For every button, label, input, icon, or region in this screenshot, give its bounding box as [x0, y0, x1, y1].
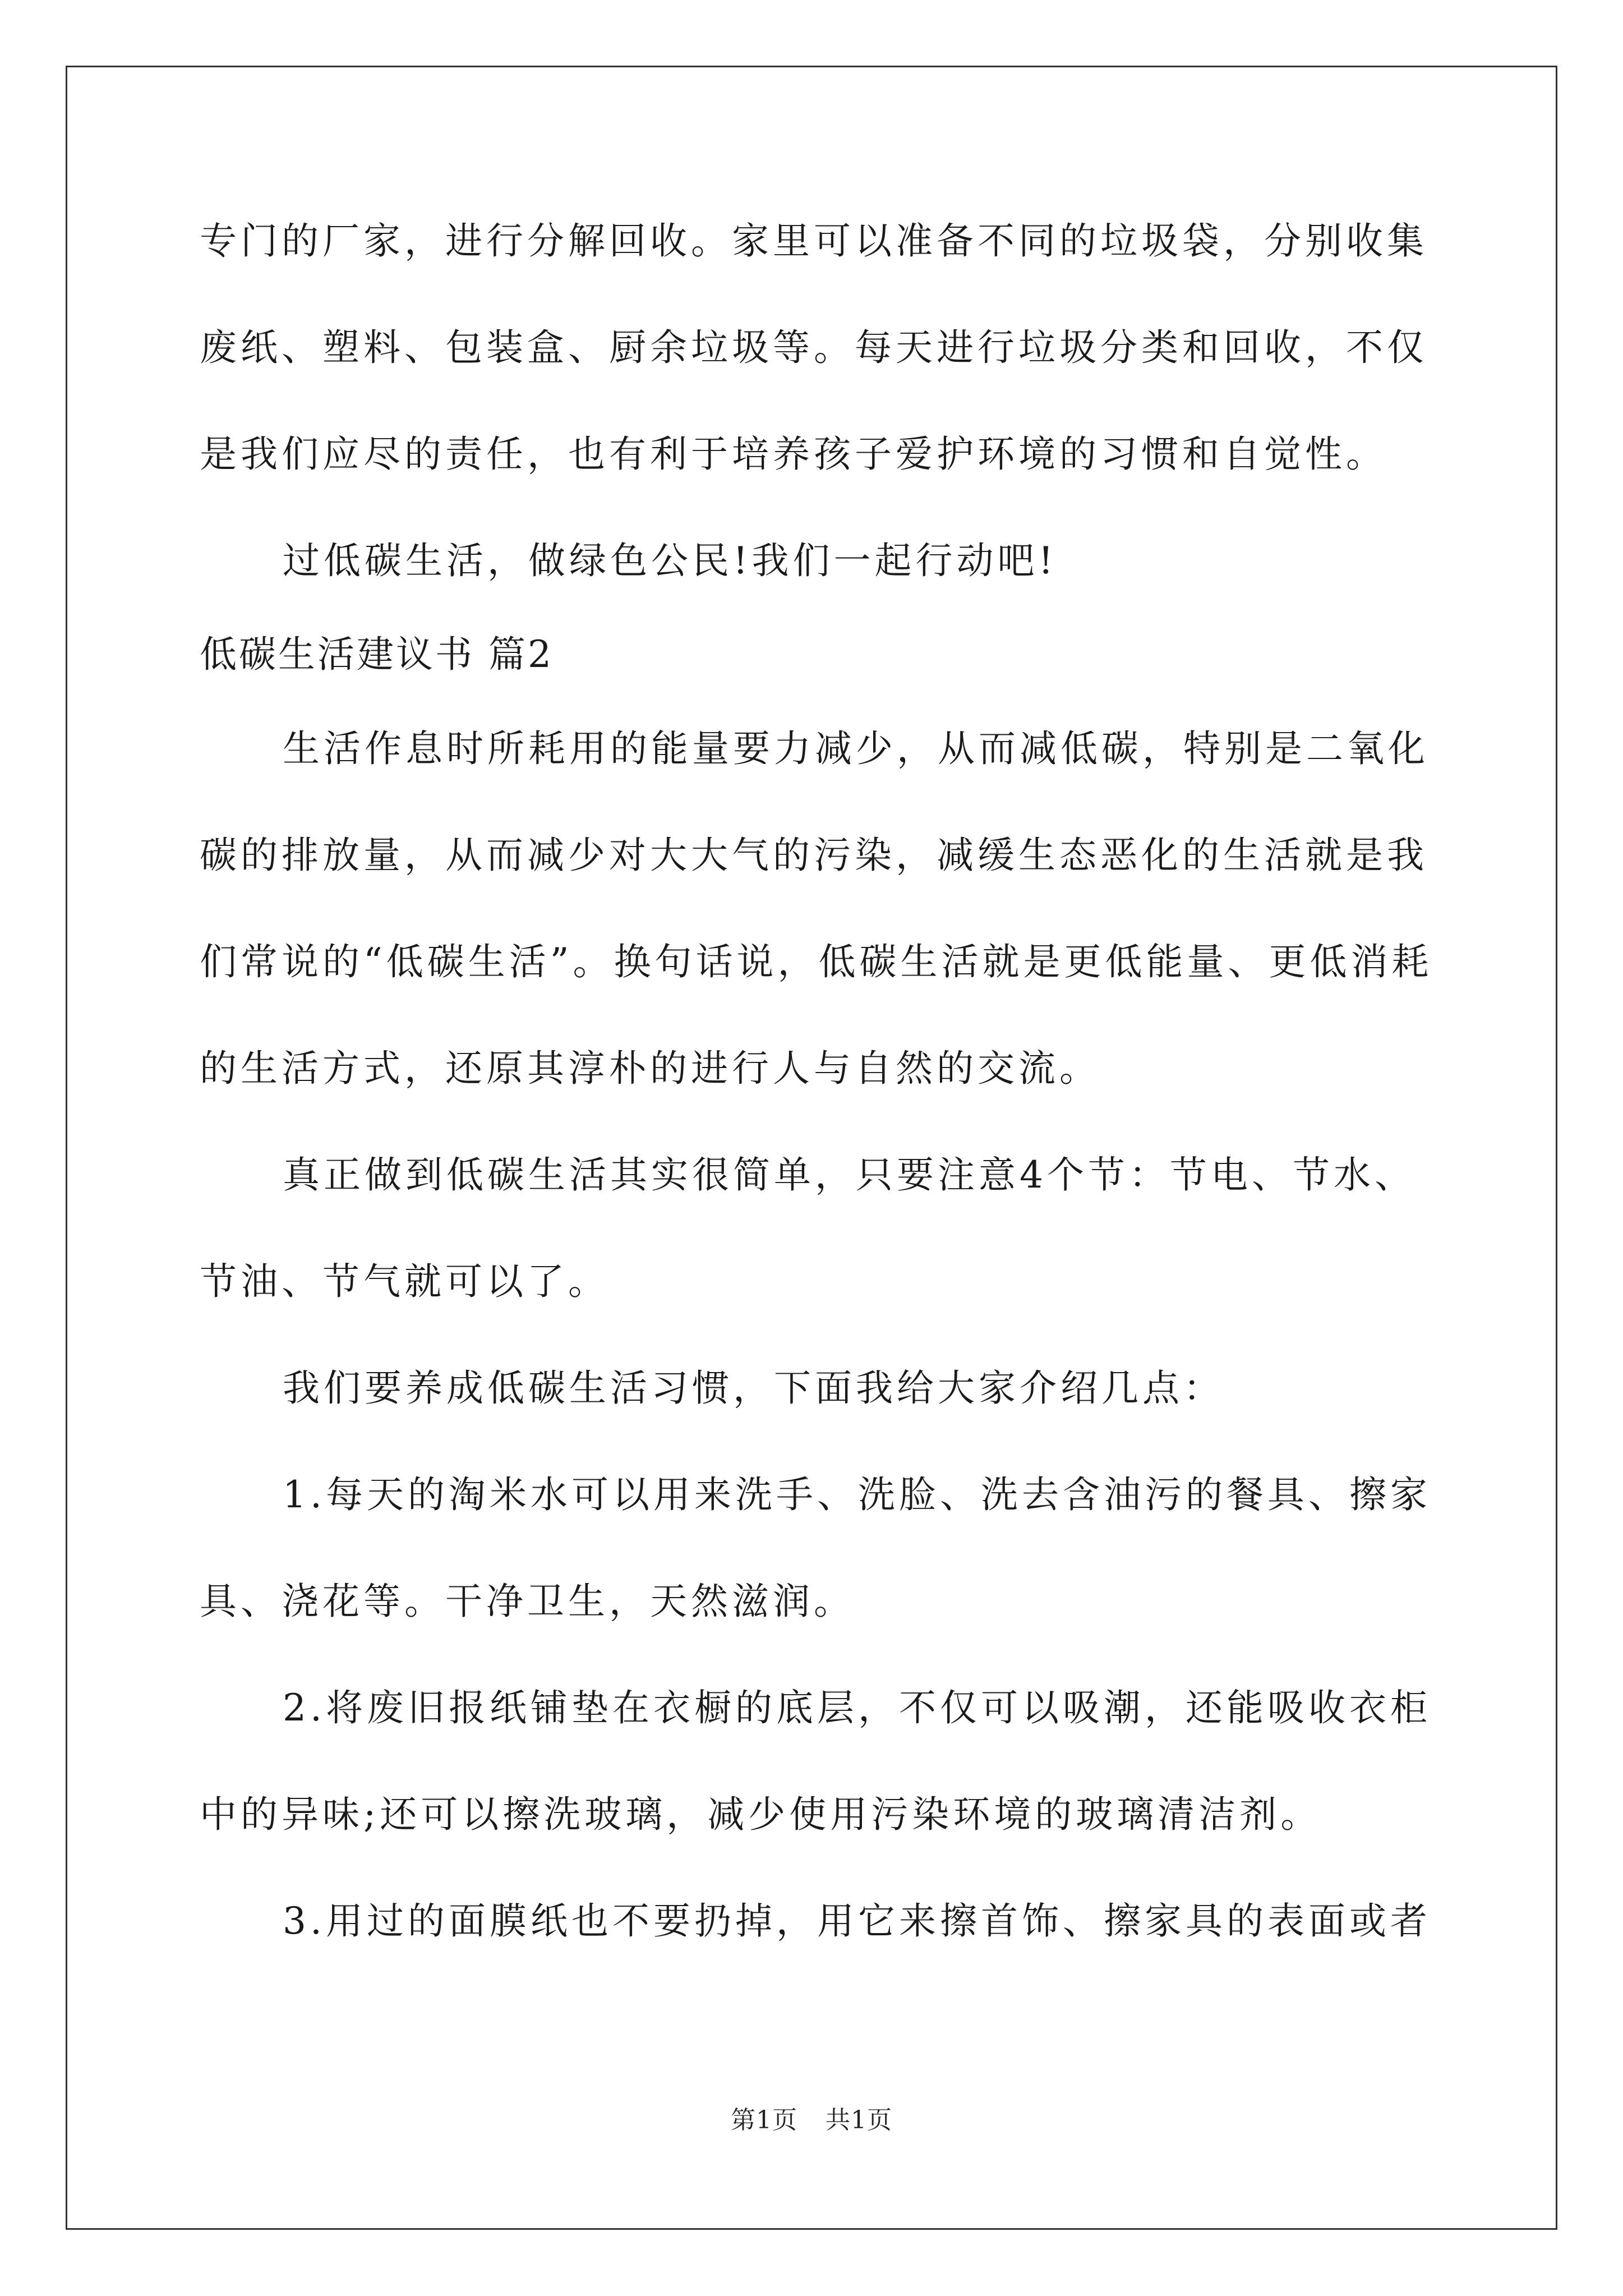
page-number: 第1页 [731, 2106, 797, 2134]
page-total: 共1页 [826, 2106, 892, 2134]
paragraph-line: 生活作息时所耗用的能量要力减少，从而减低碳，特别是二氧化 [283, 727, 1429, 770]
text-line: 碳的排放量，从而减少对大大气的污染，减缓生态恶化的生活就是我 [200, 834, 1428, 877]
text-line: 废纸、塑料、包装盒、厨余垃圾等。每天进行垃圾分类和回收，不仅 [200, 326, 1428, 369]
page-footer [0, 2104, 1623, 2137]
list-item: 2.将废旧报纸铺垫在衣橱的底层，不仅可以吸潮，还能吸收衣柜 [283, 1686, 1431, 1729]
list-item: 3.用过的面膜纸也不要扔掉，用它来擦首饰、擦家具的表面或者 [283, 1899, 1431, 1943]
section-heading: 低碳生活建议书 篇2 [200, 633, 554, 676]
text-line: 具、浇花等。干净卫生，天然滋润。 [200, 1580, 855, 1623]
text-line: 节油、节气就可以了。 [200, 1260, 609, 1303]
text-line: 们常说的“低碳生活”。换句话说，低碳生活就是更低能量、更低消耗 [200, 940, 1433, 983]
text-line: 的生活方式，还原其淳朴的进行人与自然的交流。 [200, 1047, 1100, 1090]
text-line: 是我们应尽的责任，也有利于培养孩子爱护环境的习惯和自觉性。 [200, 432, 1387, 476]
paragraph-line: 过低碳生活，做绿色公民!我们一起行动吧! [283, 539, 1058, 582]
paragraph-line: 真正做到低碳生活其实很简单，只要注意4个节：节电、节水、 [283, 1153, 1415, 1197]
text-line: 专门的厂家，进行分解回收。家里可以准备不同的垃圾袋，分别收集 [200, 219, 1428, 263]
text-line: 中的异味;还可以擦洗玻璃，减少使用污染环境的玻璃清洁剂。 [200, 1793, 1322, 1836]
list-item: 1.每天的淘米水可以用来洗手、洗脸、洗去含油污的餐具、擦家 [283, 1473, 1431, 1516]
paragraph-line: 我们要养成低碳生活习惯，下面我给大家介绍几点： [283, 1366, 1224, 1410]
